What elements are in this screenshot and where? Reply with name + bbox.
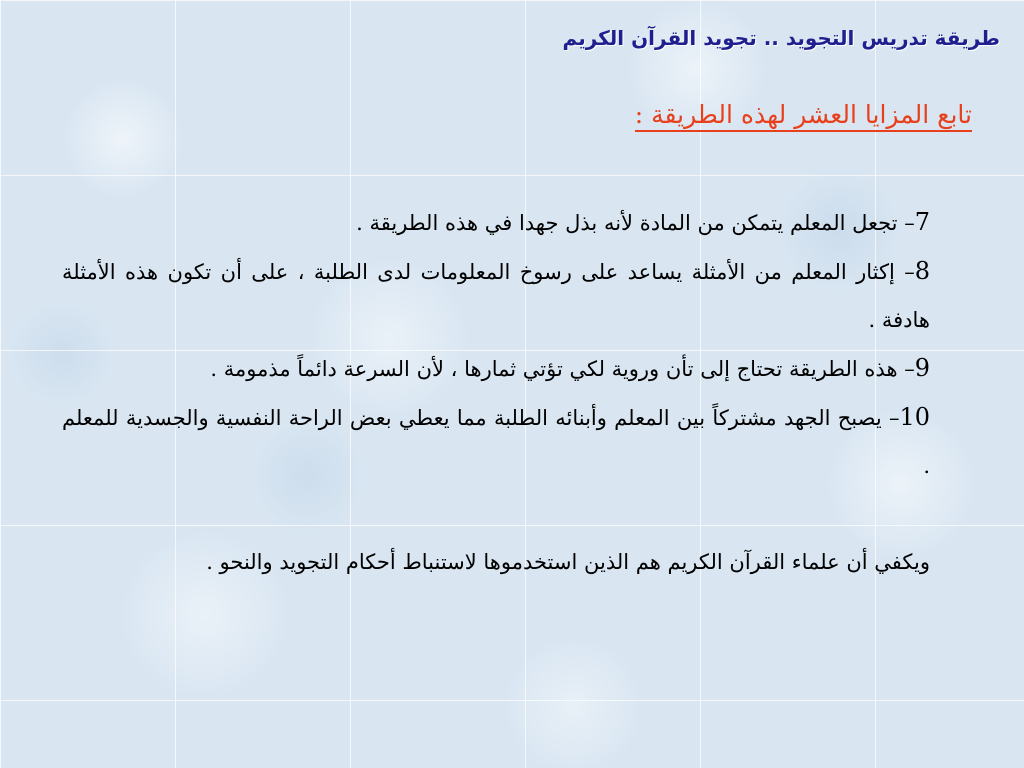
point-text: – إكثار المعلم من الأمثلة يساعد على رسوخ المعلومات لدى الطلبة ، على أن تكون هذه الأمثلة هادفة . [62,260,930,332]
slide-subtitle: تابع المزايا العشر لهذه الطريقة : [635,100,972,132]
point-number: 9 [914,354,930,382]
point-text: – يصبح الجهد مشتركاً بين المعلم وأبنائه الطلبة مما يعطي بعض الراحة النفسية والجسدية للمعلم . [62,406,930,478]
point-9 [62,344,930,393]
tile-divider [0,0,1,768]
slide-header: طريقة تدريس التجويد .. تجويد القرآن الكريم [562,26,1000,50]
point-text: – تجعل المعلم يتمكن من المادة لأنه بذل جهدا في هذه الطريقة . [356,211,915,235]
point-text: – هذه الطريقة تحتاج إلى تأن وروية لكي تؤتي ثمارها ، لأن السرعة دائماً مذمومة . [210,357,915,381]
tile-divider [0,175,1024,176]
tile-divider [0,700,1024,701]
point-number: 10 [899,403,930,431]
point-number: 8 [914,257,930,285]
paragraph-gap [62,490,930,538]
point-number: 7 [914,208,930,236]
slide-content [62,198,930,586]
point-10 [62,393,930,490]
point-8 [62,247,930,344]
tile-divider [0,0,1024,1]
point-7 [62,198,930,247]
closing-paragraph: ويكفي أن علماء القرآن الكريم هم الذين استخدموها لاستنباط أحكام التجويد والنحو . [206,550,930,574]
